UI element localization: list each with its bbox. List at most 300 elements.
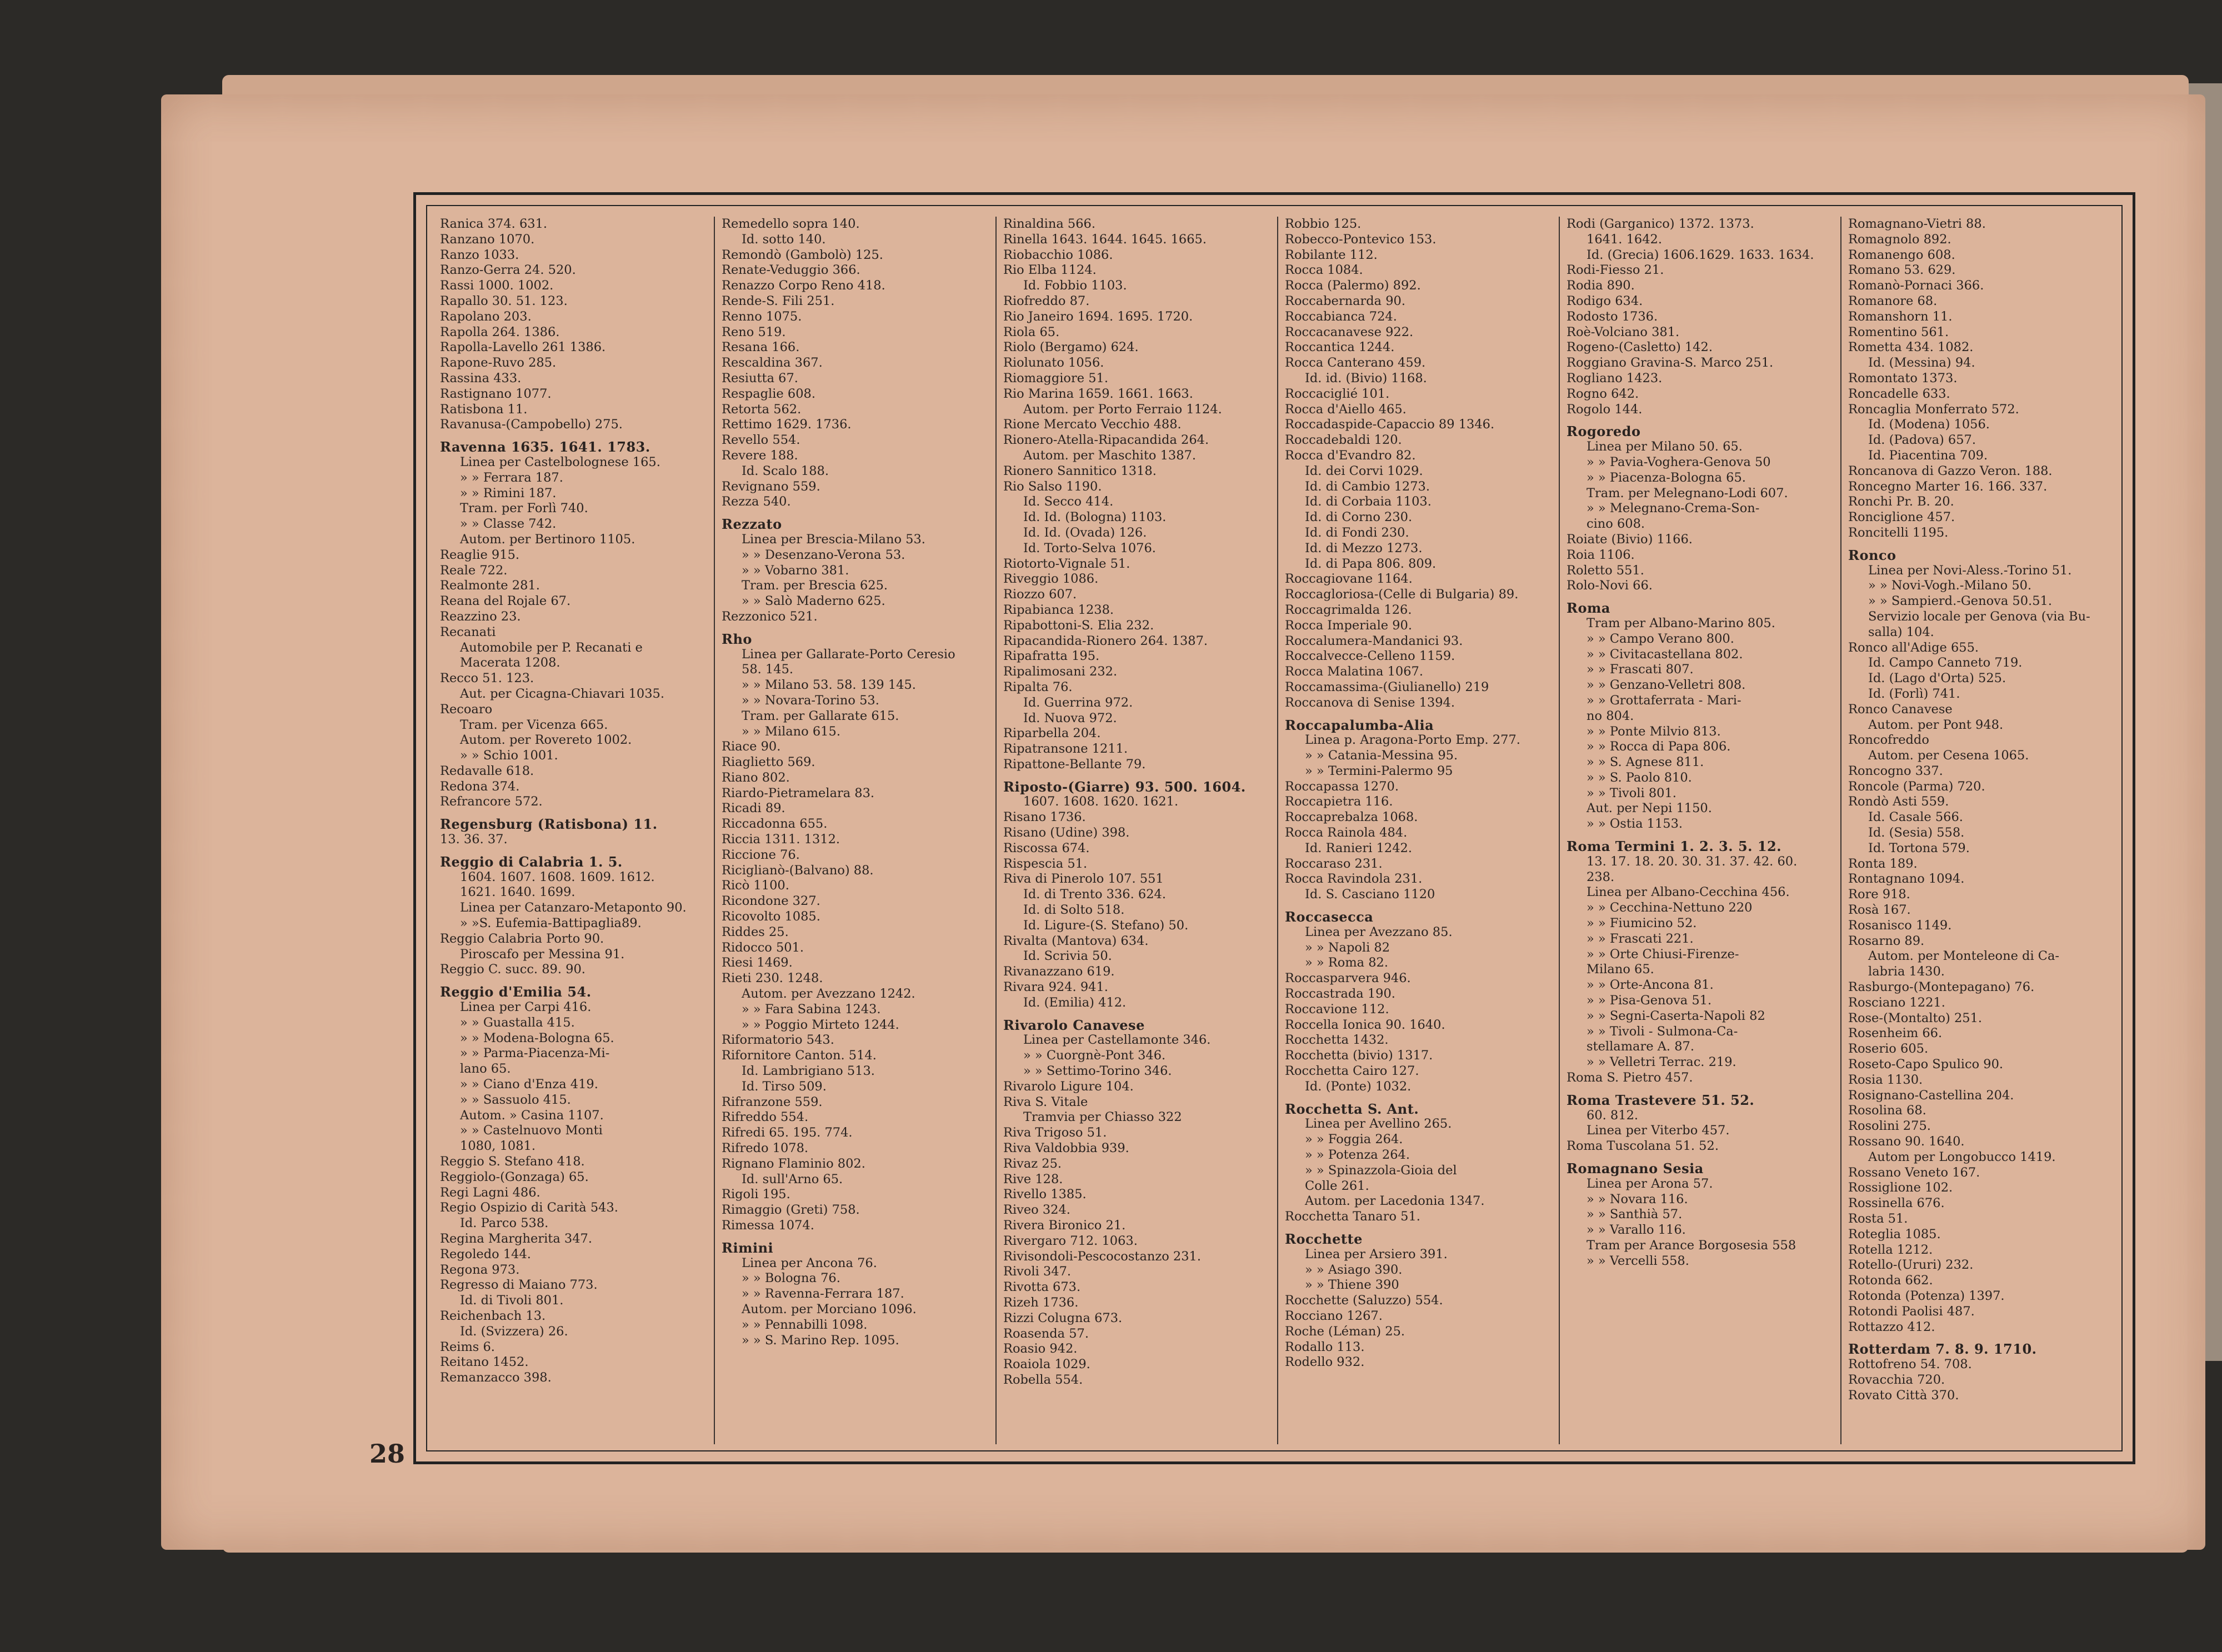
index-entry: Tram. per Vicenza 665. [460, 717, 608, 732]
index-entry: » » Novara 116. [1587, 1192, 1688, 1207]
index-entry: » » S. Agnese 811. [1587, 755, 1704, 770]
index-entry: Autom. per Porto Ferraio 1124. [1023, 402, 1222, 417]
index-entry: » » Rocca di Papa 806. [1587, 739, 1731, 754]
index-entry: Id. Piacentina 709. [1868, 448, 1988, 463]
index-entry: Recco 51. 123. [440, 671, 534, 686]
index-entry: Roasio 942. [1003, 1341, 1078, 1356]
index-entry: Rodi (Garganico) 1372. 1373. [1567, 217, 1754, 231]
index-entry: 1641. 1642. [1587, 232, 1662, 247]
index-entry: Rotonda (Potenza) 1397. [1848, 1288, 2005, 1303]
index-entry: Ripabianca 1238. [1003, 602, 1114, 617]
index-entry: Riofreddo 87. [1003, 293, 1090, 308]
index-entry: Riccia 1311. 1312. [722, 832, 840, 847]
index-entry: » » Frascati 221. [1587, 931, 1694, 946]
index-heading: Rotterdam 7. 8. 9. 1710. [1848, 1341, 2037, 1358]
index-entry: Rondò Asti 559. [1848, 794, 1949, 809]
index-entry: Rivergaro 712. 1063. [1003, 1233, 1138, 1248]
index-heading: Ravenna 1635. 1641. 1783. [440, 439, 650, 455]
index-entry: Tram per Arance Borgosesia 558 [1587, 1238, 1796, 1253]
index-entry: Rometta 434. 1082. [1848, 340, 1974, 355]
index-entry: Rassi 1000. 1002. [440, 278, 554, 293]
index-entry: Reichenbach 13. [440, 1308, 546, 1323]
index-entry: » » Bologna 76. [742, 1271, 840, 1286]
index-entry: Id. S. Casciano 1120 [1305, 887, 1435, 902]
index-entry: Rio Marina 1659. 1661. 1663. [1003, 386, 1193, 401]
index-entry: Rodi-Fiesso 21. [1567, 263, 1664, 278]
index-entry: Roè-Volciano 381. [1567, 324, 1680, 339]
index-entry: Rottofreno 54. 708. [1848, 1357, 1972, 1372]
index-entry: Riva Valdobbia 939. [1003, 1141, 1129, 1156]
index-entry: Rottazzo 412. [1848, 1319, 1935, 1334]
index-entry: Revere 188. [722, 448, 798, 463]
index-entry: » » Varallo 116. [1587, 1223, 1686, 1238]
index-entry: Reno 519. [722, 324, 786, 339]
index-entry: » » Vobarno 381. [742, 563, 849, 578]
index-entry: Rispescia 51. [1003, 856, 1088, 871]
index-entry: Linea per Milano 50. 65. [1587, 439, 1743, 454]
index-entry: » » Melegnano-Crema-Son- [1587, 501, 1760, 516]
index-entry: Rione Mercato Vecchio 488. [1003, 417, 1182, 432]
index-entry: Linea per Carpi 416. [460, 1000, 592, 1015]
index-entry: » » Napoli 82 [1305, 940, 1390, 955]
index-entry: » » Tivoli 801. [1587, 785, 1676, 800]
index-entry: Riardo-Pietramelara 83. [722, 785, 875, 800]
index-entry: » » Civitacastellana 802. [1587, 647, 1743, 662]
index-entry: Riotorto-Vignale 51. [1003, 556, 1130, 571]
index-entry: Roccavione 112. [1285, 1002, 1389, 1017]
index-entry: Rocca d'Evandro 82. [1285, 448, 1416, 463]
index-entry: » » Novi-Vogh.-Milano 50. [1868, 578, 2032, 593]
index-entry: Rossiglione 102. [1848, 1180, 1953, 1195]
index-entry: Rio Salso 1190. [1003, 479, 1102, 494]
index-entry: » » Piacenza-Bologna 65. [1587, 470, 1746, 485]
index-entry: Roncofreddo [1848, 733, 1929, 748]
index-entry: Ripafratta 195. [1003, 649, 1100, 664]
index-heading: Regensburg (Ratisbona) 11. [440, 817, 658, 833]
index-entry: Id. dei Corvi 1029. [1305, 463, 1423, 478]
index-entry: Rive 128. [1003, 1172, 1063, 1187]
index-entry: Riveo 324. [1003, 1203, 1070, 1218]
index-entry: Rocca Rainola 484. [1285, 825, 1408, 840]
index-entry: » » Orte Chiusi-Firenze- [1587, 947, 1739, 962]
index-entry: Romanengo 608. [1848, 247, 1955, 262]
index-entry: Id. di Tivoli 801. [460, 1293, 564, 1308]
index-entry: Rifredi 65. 195. 774. [722, 1125, 853, 1140]
index-entry: Regoledo 144. [440, 1246, 531, 1261]
index-entry: Id. Ligure-(S. Stefano) 50. [1023, 918, 1189, 933]
index-entry: Roccapassa 1270. [1285, 779, 1399, 794]
index-entry: Romagnolo 892. [1848, 232, 1951, 247]
index-entry: Ripatransone 1211. [1003, 742, 1128, 757]
index-entry: Piroscafo per Messina 91. [460, 947, 625, 962]
index-entry: Rivarolo Ligure 104. [1003, 1079, 1134, 1094]
index-entry: Romontato 1373. [1848, 371, 1958, 386]
index-entry: » » S. Marino Rep. 1095. [742, 1333, 899, 1348]
index-entry: Rivera Bironico 21. [1003, 1218, 1126, 1233]
index-entry: Renno 1075. [722, 309, 802, 324]
index-entry: Regona 973. [440, 1262, 520, 1277]
index-entry: Regina Margherita 347. [440, 1232, 592, 1246]
index-entry: » » Milano 53. 58. 139 145. [742, 678, 916, 693]
page-number: 28 [369, 1439, 406, 1469]
index-entry: Id. Fobbio 1103. [1023, 278, 1127, 293]
index-entry: Linea per Ancona 76. [742, 1255, 877, 1270]
index-entry: Rocchette (Saluzzo) 554. [1285, 1293, 1443, 1308]
index-entry: Recoaro [440, 702, 493, 717]
index-entry: Riciglianò-(Balvano) 88. [722, 863, 874, 878]
index-entry: labria 1430. [1868, 964, 1945, 979]
index-entry: Id. (Sesia) 558. [1868, 825, 1965, 840]
index-entry: Roche (Léman) 25. [1285, 1324, 1405, 1339]
index-heading: Rivarolo Canavese [1003, 1017, 1145, 1033]
index-entry: Romentino 561. [1848, 324, 1949, 339]
index-entry: » » Campo Verano 800. [1587, 631, 1734, 646]
index-entry: Id. Nuova 972. [1023, 710, 1117, 725]
index-entry: Regi Lagni 486. [440, 1185, 541, 1200]
index-entry: Rontagnano 1094. [1848, 872, 1965, 887]
index-entry: Ronta 189. [1848, 856, 1918, 871]
index-columns [433, 217, 2122, 1444]
index-heading: Roma [1567, 600, 1610, 616]
index-entry: Reggiolo-(Gonzaga) 65. [440, 1169, 589, 1184]
index-heading: Rimini [722, 1240, 774, 1256]
index-entry: » » Vercelli 558. [1587, 1253, 1689, 1268]
index-entry: salla) 104. [1868, 624, 1934, 639]
index-entry: Ripalimosani 232. [1003, 664, 1118, 679]
index-entry: Ranzo-Gerra 24. 520. [440, 263, 576, 278]
index-entry: Rose-(Montalto) 251. [1848, 1010, 1983, 1025]
index-entry: Roasenda 57. [1003, 1326, 1089, 1341]
index-entry: » »S. Eufemia-Battipaglia89. [460, 916, 642, 931]
index-entry: » » Sampierd.-Genova 50.51. [1868, 594, 2052, 609]
index-entry: Id. Secco 414. [1023, 494, 1114, 509]
index-entry: » » Classe 742. [460, 517, 557, 532]
index-entry: Rossano Veneto 167. [1848, 1165, 1980, 1180]
index-entry: no 804. [1587, 708, 1634, 723]
index-entry: 60. 812. [1587, 1108, 1639, 1123]
index-entry: Roccantica 1244. [1285, 340, 1395, 355]
index-entry: Rivalta (Mantova) 634. [1003, 933, 1149, 948]
index-entry: » » Ravenna-Ferrara 187. [742, 1286, 904, 1301]
index-entry: » » Ciano d'Enza 419. [460, 1077, 598, 1092]
index-entry: Id. id. (Bivio) 1168. [1305, 371, 1427, 386]
index-entry: Ripabottoni-S. Elia 232. [1003, 618, 1154, 633]
index-entry: Id. Parco 538. [460, 1216, 549, 1231]
index-entry: Roaiola 1029. [1003, 1357, 1090, 1372]
index-entry: Rizzi Colugna 673. [1003, 1310, 1123, 1325]
index-entry: » » Rimini 187. [460, 485, 557, 500]
index-entry: Autom. per Avezzano 1242. [742, 987, 915, 1002]
index-entry: Roggiano Gravina-S. Marco 251. [1567, 356, 1774, 371]
index-entry: Rapolla-Lavello 261 1386. [440, 340, 606, 355]
index-entry: Tramvia per Chiasso 322 [1023, 1110, 1182, 1125]
index-entry: Roncanova di Gazzo Veron. 188. [1848, 463, 2053, 478]
index-entry: Riolunato 1056. [1003, 356, 1104, 371]
index-entry: Rivello 1385. [1003, 1187, 1087, 1202]
index-entry: Autom. per Morciano 1096. [742, 1301, 917, 1316]
index-entry: Reggio Calabria Porto 90. [440, 931, 604, 946]
index-entry: Ripacandida-Rionero 264. 1387. [1003, 633, 1208, 648]
index-entry: Ripattone-Bellante 79. [1003, 757, 1146, 772]
index-entry: » » Termini-Palermo 95 [1305, 763, 1453, 778]
index-entry: » » Ponte Milvio 813. [1587, 724, 1721, 739]
index-entry: Rivara 924. 941. [1003, 980, 1108, 995]
index-entry: Rossano 90. 1640. [1848, 1134, 1965, 1149]
index-column [1840, 217, 2122, 1444]
index-entry: » » Fiumicino 52. [1587, 916, 1697, 931]
index-entry: Roccasparvera 946. [1285, 971, 1411, 986]
index-entry: » » Genzano-Velletri 808. [1587, 678, 1746, 693]
index-entry: » » Novara-Torino 53. [742, 693, 879, 708]
index-entry: Ridocco 501. [722, 940, 804, 955]
index-entry: Servizio locale per Genova (via Bu- [1868, 609, 2090, 624]
index-entry: Rivisondoli-Pescocostanzo 231. [1003, 1249, 1202, 1264]
index-entry: Riola 65. [1003, 324, 1060, 339]
index-entry: Linea per Arsiero 391. [1305, 1246, 1448, 1261]
index-entry: Reale 722. [440, 563, 508, 578]
index-entry: Roccanova di Senise 1394. [1285, 695, 1455, 710]
index-entry: Reitano 1452. [440, 1355, 529, 1370]
index-entry: » » Poggio Mirteto 1244. [742, 1017, 899, 1032]
index-entry: » » Cecchina-Nettuno 220 [1587, 900, 1753, 915]
index-entry: Rocca Canterano 459. [1285, 356, 1426, 371]
index-entry: Rapolla 264. 1386. [440, 324, 560, 339]
index-entry: Rocca d'Aiello 465. [1285, 402, 1407, 417]
index-entry: Id. Scrivia 50. [1023, 949, 1112, 964]
index-entry: Roccagiovane 1164. [1285, 572, 1413, 587]
index-entry: Recanati [440, 624, 496, 639]
index-entry: Id. Guerrina 972. [1023, 695, 1133, 710]
index-entry: Id. (Lago d'Orta) 525. [1868, 671, 2006, 686]
index-entry: 13. 17. 18. 20. 30. 31. 37. 42. 60. [1587, 854, 1798, 869]
index-entry: » » Spinazzola-Gioia del [1305, 1163, 1457, 1178]
index-entry: » » Parma-Piacenza-Mi- [460, 1046, 610, 1061]
index-entry: » » S. Paolo 810. [1587, 770, 1692, 785]
index-entry: Redona 374. [440, 779, 520, 794]
index-entry: Rocciano 1267. [1285, 1308, 1383, 1323]
index-heading: Roccasecca [1285, 909, 1374, 925]
index-entry: » » Desenzano-Verona 53. [742, 547, 905, 562]
index-entry: Id. di Fondi 230. [1305, 525, 1409, 540]
index-entry: Id. di Corno 230. [1305, 510, 1413, 525]
index-entry: Roccadebaldi 120. [1285, 433, 1402, 448]
index-entry: Rionero Sannitico 1318. [1003, 463, 1157, 478]
index-entry: Riccione 76. [722, 847, 800, 862]
index-entry: » » Pavia-Voghera-Genova 50 [1587, 454, 1771, 469]
index-entry: Autom. per Cesena 1065. [1868, 748, 2029, 763]
index-entry: Autom. per Pont 948. [1868, 717, 2004, 732]
index-entry: Rezzonico 521. [722, 609, 818, 624]
index-entry: Rinella 1643. 1644. 1645. 1665. [1003, 232, 1207, 247]
index-entry: Ricadi 89. [722, 801, 785, 816]
index-entry: Rocca 1084. [1285, 263, 1363, 278]
index-entry: Rosolini 275. [1848, 1119, 1931, 1134]
index-heading: Roccapalumba-Alia [1285, 717, 1434, 733]
index-entry: Rasburgo-(Montepagano) 76. [1848, 980, 2035, 995]
index-entry: Macerata 1208. [460, 655, 560, 670]
index-entry: Rosarno 89. [1848, 933, 1925, 948]
index-entry: Reims 6. [440, 1339, 495, 1354]
index-entry: Riobacchio 1086. [1003, 247, 1113, 262]
index-entry: Rescaldina 367. [722, 356, 823, 371]
index-entry: Roletto 551. [1567, 563, 1644, 578]
index-entry: Rifranzone 559. [722, 1094, 823, 1109]
index-entry: Id. Ranieri 1242. [1305, 840, 1412, 855]
index-entry: Linea per Brescia-Milano 53. [742, 532, 925, 547]
index-entry: Realmonte 281. [440, 578, 540, 593]
index-entry: » » Milano 615. [742, 724, 840, 739]
index-entry: Rotonda 662. [1848, 1273, 1933, 1288]
index-heading: Rezzato [722, 517, 782, 532]
index-entry: Id. (Ponte) 1032. [1305, 1079, 1412, 1094]
index-entry: » » Fara Sabina 1243. [742, 1002, 881, 1017]
index-entry: Rodallo 113. [1285, 1339, 1365, 1354]
index-entry: Remedello sopra 140. [722, 217, 860, 231]
index-entry: Rieti 230. 1248. [722, 971, 823, 986]
index-entry: » » Ferrara 187. [460, 470, 563, 485]
index-entry: Rifredo 1078. [722, 1141, 809, 1156]
index-entry: Rimessa 1074. [722, 1218, 814, 1233]
index-entry: Roncogno 337. [1848, 763, 1943, 778]
index-entry: Id. (Emilia) 412. [1023, 995, 1127, 1010]
index-entry: Id. Id. (Bologna) 1103. [1023, 510, 1167, 525]
index-entry: Rotondi Paolisi 487. [1848, 1304, 1975, 1319]
index-entry: Tram per Albano-Marino 805. [1587, 615, 1775, 630]
index-entry: Linea p. Aragona-Porto Emp. 277. [1305, 733, 1520, 748]
index-entry: Roccadaspide-Capaccio 89 1346. [1285, 417, 1495, 432]
index-entry: Rivoli 347. [1003, 1264, 1072, 1279]
index-entry: Tram. per Brescia 625. [742, 578, 888, 593]
index-entry: Reggio C. succ. 89. 90. [440, 962, 585, 977]
index-entry: Ronco Canavese [1848, 702, 1953, 717]
index-entry: Rosanisco 1149. [1848, 918, 1952, 933]
index-heading: Rocchetta S. Ant. [1285, 1101, 1419, 1117]
index-entry: Resana 166. [722, 340, 800, 355]
index-entry: Id. (Messina) 94. [1868, 356, 1975, 371]
index-entry: Rassina 433. [440, 371, 522, 386]
index-entry: Reazzino 23. [440, 609, 521, 624]
index-entry: Rocca Imperiale 90. [1285, 618, 1413, 633]
index-entry: Renazzo Corpo Reno 418. [722, 278, 885, 293]
index-entry: Roccamassima-(Giulianello) 219 [1285, 679, 1489, 694]
index-entry: Roccaciglié 101. [1285, 386, 1390, 401]
index-entry: Id. (Padova) 657. [1868, 433, 1976, 448]
index-entry: Linea per Castelbolognese 165. [460, 454, 660, 469]
index-entry: Roia 1106. [1567, 547, 1635, 562]
index-entry: Rifreddo 554. [722, 1110, 809, 1125]
index-entry: Milano 65. [1587, 962, 1654, 977]
index-entry: Linea per Albano-Cecchina 456. [1587, 885, 1790, 900]
index-entry: Riformatorio 543. [722, 1033, 834, 1048]
index-entry: » » Sassuolo 415. [460, 1092, 571, 1107]
index-entry: » » Catania-Messina 95. [1305, 748, 1458, 763]
index-entry: Rodello 932. [1285, 1355, 1365, 1370]
index-entry: Autom. per Maschito 1387. [1023, 448, 1197, 463]
index-entry: » » Pisa-Genova 51. [1587, 993, 1712, 1008]
index-entry: Ranica 374. 631. [440, 217, 548, 231]
index-entry: Roccaraso 231. [1285, 856, 1383, 871]
index-heading: Reggio di Calabria 1. 5. [440, 854, 623, 870]
index-entry: » » Roma 82. [1305, 955, 1389, 970]
index-entry: Id. Id. (Ovada) 126. [1023, 525, 1147, 540]
index-entry: Riva Trigoso 51. [1003, 1125, 1107, 1140]
index-entry: Rastignano 1077. [440, 386, 552, 401]
index-entry: Rocchetta Cairo 127. [1285, 1064, 1419, 1079]
index-entry: Id. (Grecia) 1606.1629. 1633. 1634. [1587, 247, 1814, 262]
index-entry: Rocca Malatina 1067. [1285, 664, 1424, 679]
index-entry: Rapolano 203. [440, 309, 532, 324]
index-entry: Riomaggiore 51. [1003, 371, 1108, 386]
index-entry: Resiutta 67. [722, 371, 798, 386]
index-entry: Roncadelle 633. [1848, 386, 1950, 401]
index-column [1277, 217, 1559, 1444]
index-entry: Rapallo 30. 51. 123. [440, 293, 568, 308]
index-entry: Rosta 51. [1848, 1212, 1908, 1226]
index-entry: Rogeno-(Casletto) 142. [1567, 340, 1713, 355]
index-entry: Romanò-Pornaci 366. [1848, 278, 1984, 293]
index-entry: Romano 53. 629. [1848, 263, 1956, 278]
index-entry: Rionero-Atella-Ripacandida 264. [1003, 433, 1209, 448]
index-entry: Reaglie 915. [440, 547, 520, 562]
index-entry: Riolo (Bergamo) 624. [1003, 340, 1139, 355]
index-entry: » » Frascati 807. [1587, 662, 1694, 677]
index-entry: » » Potenza 264. [1305, 1148, 1410, 1163]
index-entry: Autom. » Casina 1107. [460, 1108, 604, 1123]
index-entry: Rettimo 1629. 1736. [722, 417, 852, 432]
index-entry: Reana del Rojale 67. [440, 594, 571, 609]
index-entry: Robecco-Pontevico 153. [1285, 232, 1437, 247]
index-entry: Redavalle 618. [440, 763, 534, 778]
index-entry: Rocca Ravindola 231. [1285, 872, 1423, 887]
index-entry: Id. sull'Arno 65. [742, 1172, 843, 1187]
index-entry: Riano 802. [722, 770, 790, 785]
index-entry: Rifornitore Canton. 514. [722, 1048, 877, 1063]
index-heading: Roma Trastevere 51. 52. [1567, 1092, 1755, 1108]
index-entry: Id. Tirso 509. [742, 1079, 827, 1094]
index-entry: Ratisbona 11. [440, 402, 528, 417]
index-entry: Ravanusa-(Campobello) 275. [440, 417, 623, 432]
index-entry: Riparbella 204. [1003, 726, 1101, 741]
index-entry: Id. (Svizzera) 26. [460, 1324, 568, 1339]
index-entry: Rosciano 1221. [1848, 995, 1945, 1010]
index-entry: 1607. 1608. 1620. 1621. [1023, 794, 1179, 809]
index-entry: Linea per Catanzaro-Metaponto 90. [460, 900, 687, 915]
index-entry: stellamare A. 87. [1587, 1039, 1695, 1054]
index-entry: Riveggio 1086. [1003, 572, 1099, 587]
index-entry: » » Modena-Bologna 65. [460, 1030, 614, 1045]
index-entry: Rore 918. [1848, 887, 1910, 902]
index-entry: Roccapietra 116. [1285, 794, 1393, 809]
index-entry: » » Velletri Terrac. 219. [1587, 1055, 1736, 1070]
index-entry: Tram. per Melegnano-Lodi 607. [1587, 485, 1788, 500]
index-entry: Rosignano-Castellina 204. [1848, 1088, 2014, 1103]
index-entry: Riaglietto 569. [722, 755, 815, 770]
index-entry: Remanzacco 398. [440, 1370, 552, 1385]
index-entry: Rosolina 68. [1848, 1103, 1926, 1118]
index-entry: Rinaldina 566. [1003, 217, 1095, 231]
index-entry: Ricovolto 1085. [722, 909, 820, 924]
index-entry: Id. sotto 140. [742, 232, 826, 247]
index-entry: Rezza 540. [722, 494, 791, 509]
index-entry: Roseto-Capo Spulico 90. [1848, 1057, 2004, 1072]
index-entry: Roccagloriosa-(Celle di Bulgaria) 89. [1285, 587, 1519, 602]
index-entry: Roccabernarda 90. [1285, 293, 1405, 308]
index-entry: 1080, 1081. [460, 1139, 536, 1154]
index-entry: Linea per Gallarate-Porto Ceresio [742, 647, 955, 662]
index-entry: Romagnano-Vietri 88. [1848, 217, 1986, 231]
index-entry: Rizeh 1736. [1003, 1295, 1079, 1310]
index-column [1559, 217, 1840, 1444]
